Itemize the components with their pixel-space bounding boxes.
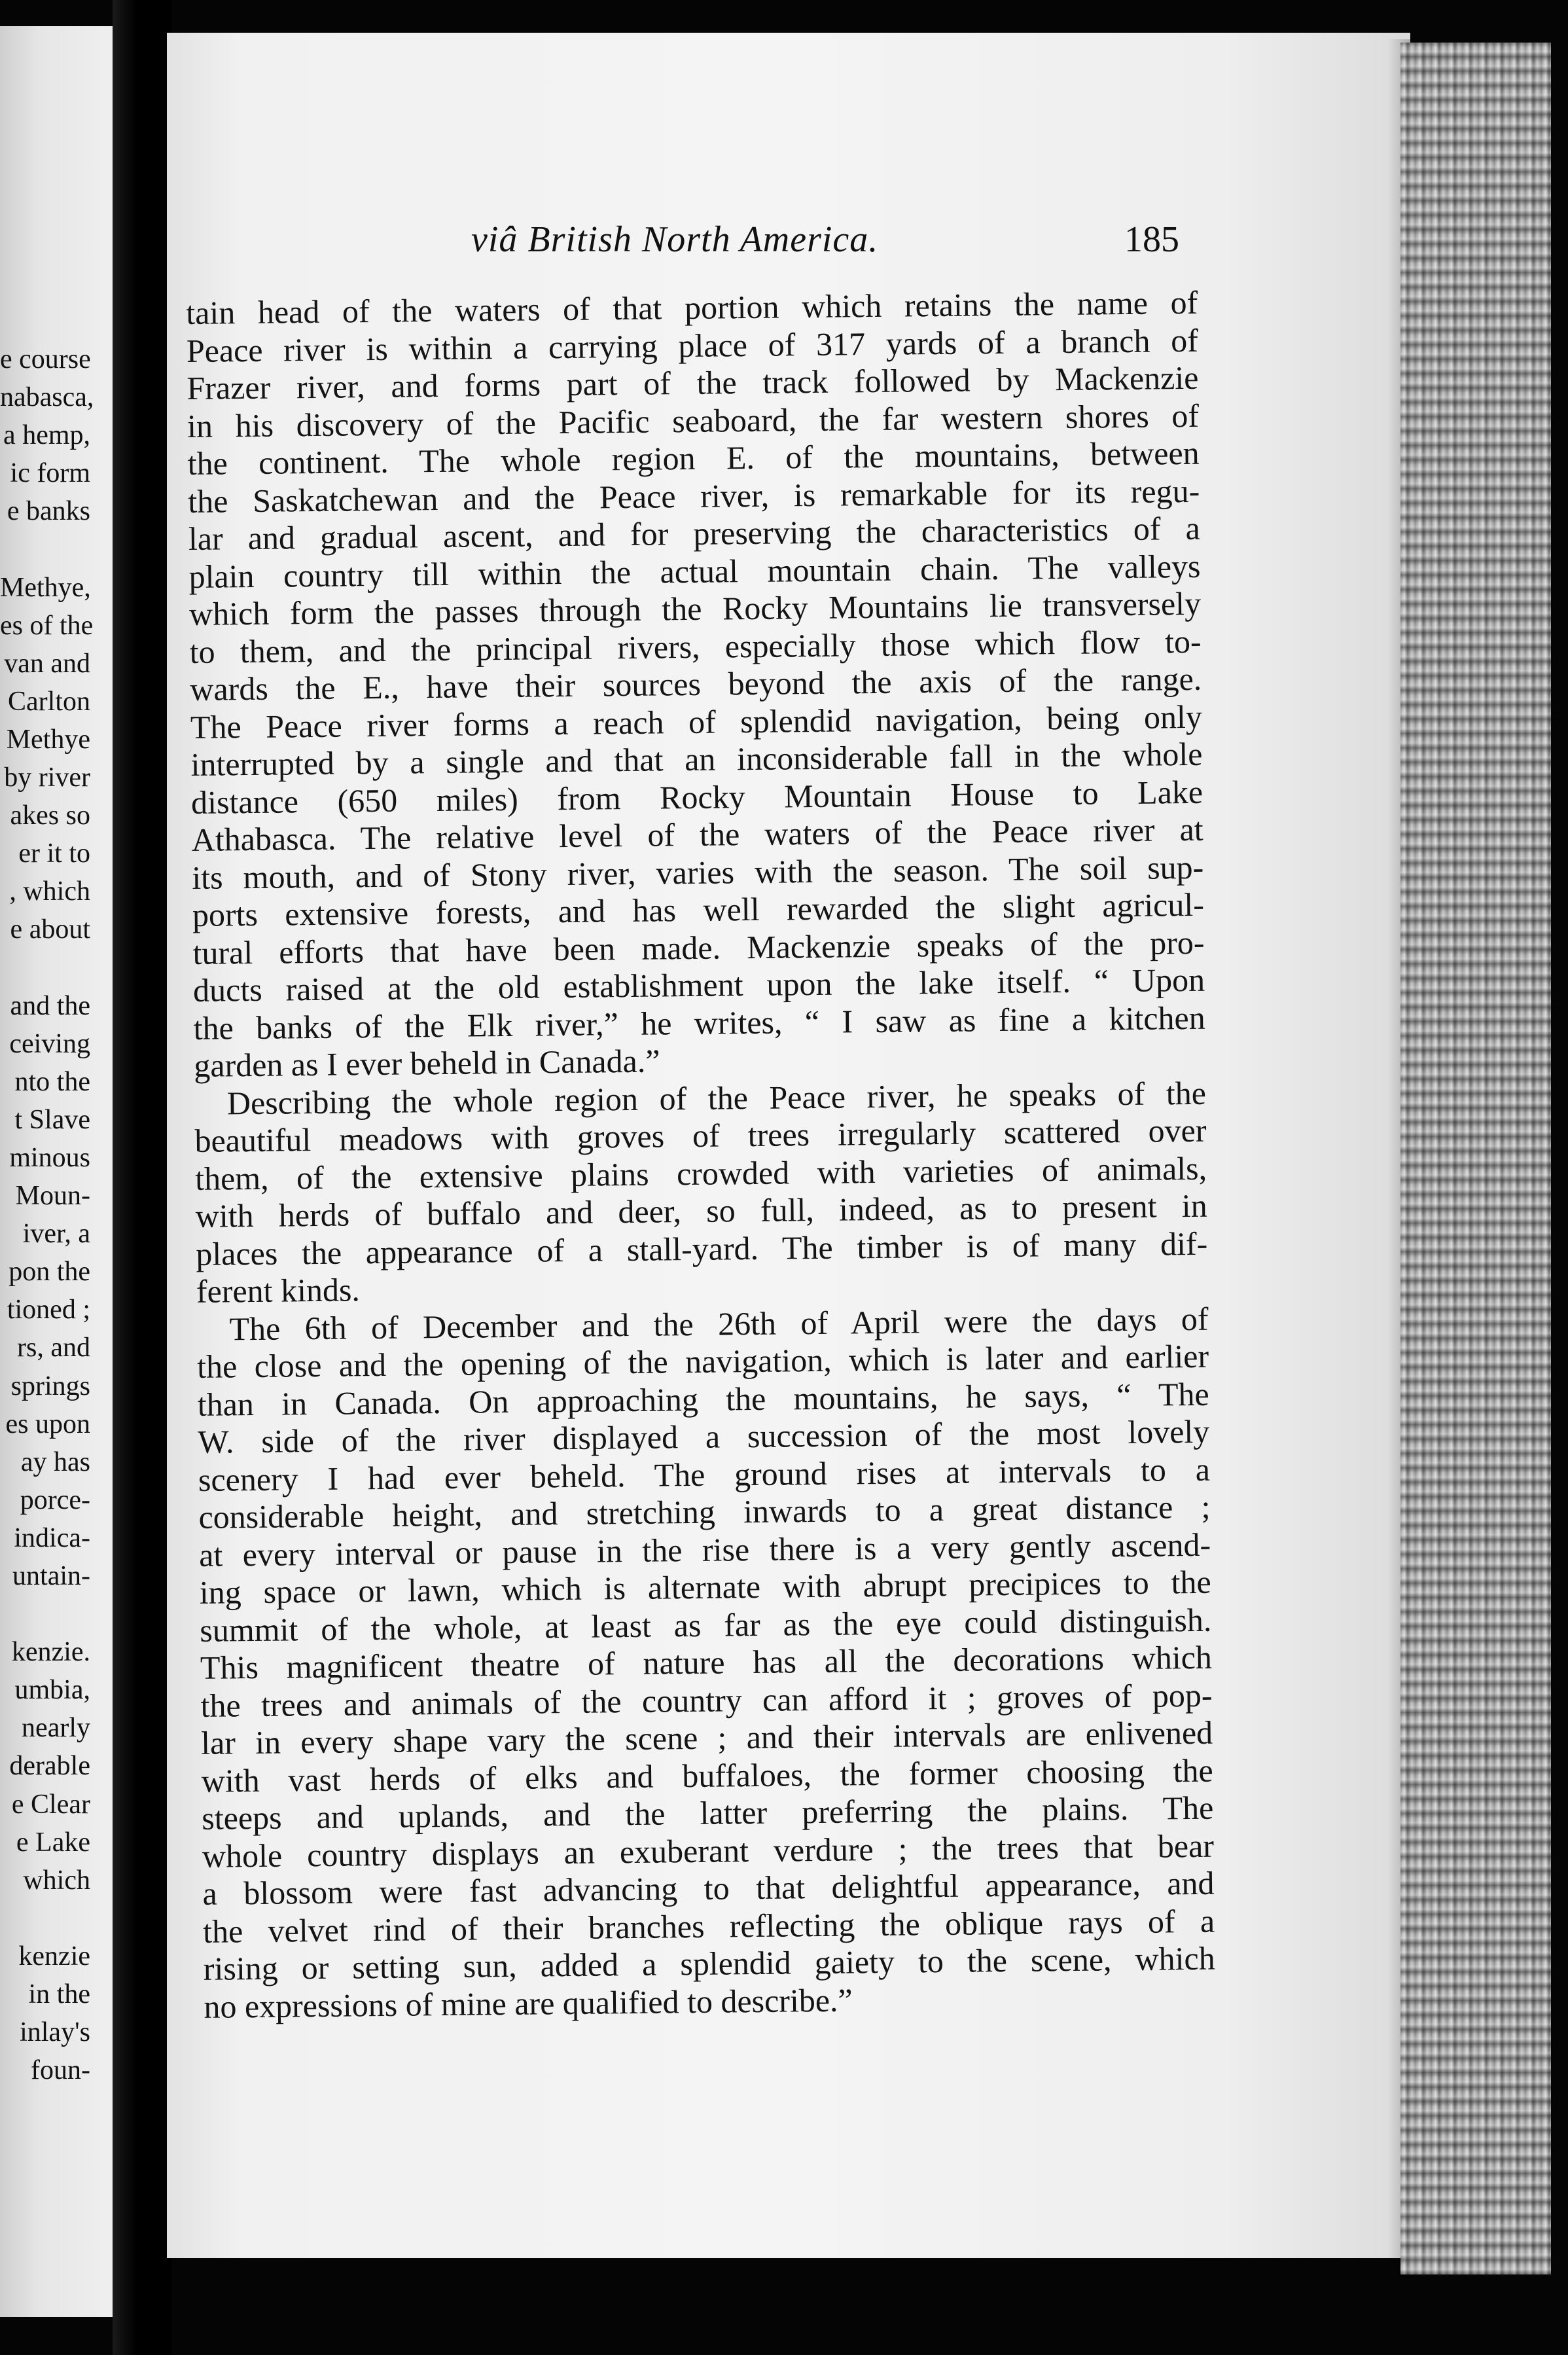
left-fragment-line: kenzie xyxy=(18,1941,90,1971)
left-fragment-line: Methye xyxy=(6,724,90,755)
text-line: distance (650 miles) from Rocky Mountain House to Lake xyxy=(190,773,1203,821)
text-line: whole country displays an exuberant verdure ; the trees that bear xyxy=(202,1827,1215,1875)
text-line: them, of the extensive plains crowded with varieties of animals, xyxy=(194,1149,1207,1197)
left-fragment-line: , which xyxy=(9,876,90,907)
text-line: wards the E., have their sources beyond the axis of the range. xyxy=(190,660,1202,708)
text-line: lar and gradual ascent, and for preserving the characteristics of a xyxy=(188,509,1201,557)
text-line: the velvet rind of their branches reflecting the oblique rays of a xyxy=(202,1902,1215,1950)
left-fragment-line: kenzie. xyxy=(11,1637,90,1668)
left-fragment-line: springs xyxy=(10,1371,90,1401)
left-fragment-line: indica- xyxy=(14,1522,90,1553)
text-line: no expressions of mine are qualified to describe.” xyxy=(204,1981,853,2025)
left-fragment-line: umbia, xyxy=(14,1675,90,1706)
text-line: Peace river is within a carrying place of 317 yards of a branch of xyxy=(186,321,1199,369)
text-line: its mouth, and of Stony river, varies with the season. The soil sup- xyxy=(192,848,1204,896)
left-fragment-line: e course xyxy=(0,344,91,374)
left-fragment-line: derable xyxy=(9,1751,90,1782)
left-fragment-line: e Lake xyxy=(16,1827,90,1858)
left-fragment-line: ay has xyxy=(20,1447,90,1477)
left-fragment-line: a hemp, xyxy=(3,420,90,451)
text-line: summit of the whole, at least as far as the eye could distinguish. xyxy=(200,1601,1212,1649)
left-fragment-line: Carlton xyxy=(8,686,90,717)
text-line: garden as I ever beheld in Canada.” xyxy=(194,1042,660,1084)
left-fragment-line xyxy=(0,530,90,568)
left-page-text-fragments xyxy=(0,340,94,2089)
text-line: in his discovery of the Pacific seaboard, the far western shores of xyxy=(187,397,1200,444)
running-title: viâ British North America. xyxy=(471,219,879,260)
text-line: than in Canada. On approaching the mountains, he says, “ The xyxy=(197,1375,1209,1423)
left-fragment-line: which xyxy=(23,1865,90,1896)
left-fragment-line: tioned ; xyxy=(7,1295,90,1325)
text-line: ducts raised at the old establishment upon the lake itself. “ Upon xyxy=(192,961,1205,1009)
text-line: This magnificent theatre of nature has all the decorations which xyxy=(200,1638,1213,1686)
text-line: plain country till within the actual mountain chain. The valleys xyxy=(188,547,1201,595)
text-line: Describing the whole region of the Peace river, he speaks of the xyxy=(226,1074,1207,1121)
text-line: beautiful meadows with groves of trees irregularly scattered over xyxy=(194,1111,1207,1159)
text-line: ferent kinds. xyxy=(196,1271,361,1310)
left-fragment-line: and the xyxy=(10,990,90,1021)
left-fragment-line: Methye, xyxy=(0,572,91,603)
text-line: rising or setting sun, added a splendid gaiety to the scene, which xyxy=(203,1939,1215,1987)
text-line: The 6th of December and the 26th of April were the days of xyxy=(229,1300,1209,1347)
left-fragment-line: er it to xyxy=(18,838,90,869)
text-line: with vast herds of elks and buffaloes, the former choosing the xyxy=(201,1752,1213,1799)
text-line: a blossom were fast advancing to that delightful appearance, and xyxy=(202,1864,1215,1912)
text-line: The Peace river forms a reach of splendid navigation, being only xyxy=(190,698,1203,746)
left-fragment-line: ic form xyxy=(10,458,90,489)
left-fragment-line: iver, a xyxy=(22,1219,90,1249)
left-fragment-line xyxy=(0,1899,90,1937)
text-line: the continent. The whole region E. of the mountains, between xyxy=(187,434,1200,482)
text-line: ports extensive forests, and has well rewarded the slight agricul- xyxy=(192,886,1205,933)
left-fragment-line: by river xyxy=(4,763,90,793)
left-fragment-line: t Slave xyxy=(14,1104,90,1135)
left-fragment-line: inlay's xyxy=(20,2017,90,2048)
left-page-fragment xyxy=(0,26,113,2317)
left-fragment-line: untain- xyxy=(12,1561,90,1591)
text-line: places the appearance of a stall-yard. The timber is of many dif- xyxy=(196,1225,1208,1272)
left-fragment-line: akes so xyxy=(10,800,90,831)
left-fragment-line: nearly xyxy=(22,1713,90,1744)
book-gutter xyxy=(113,0,171,2355)
text-line: Frazer river, and forms part of the track followed by Mackenzie xyxy=(187,359,1199,406)
left-fragment-line: es of the xyxy=(0,610,94,641)
marbled-page-edge xyxy=(1400,43,1551,2274)
text-line: ing space or lawn, which is alternate with abrupt precipices to the xyxy=(199,1563,1211,1611)
running-header xyxy=(471,219,1191,271)
text-line: the trees and animals of the country can afford it ; groves of pop- xyxy=(200,1676,1213,1724)
text-line: steeps and uplands, and the latter preferring the plains. The xyxy=(202,1789,1214,1837)
left-fragment-line: ceiving xyxy=(9,1028,90,1059)
text-line: the close and the opening of the navigation, which is later and earlier xyxy=(196,1337,1209,1385)
left-fragment-line: rs, and xyxy=(17,1333,90,1363)
text-line: tural efforts that have been made. Mackenzie speaks of the pro- xyxy=(192,924,1205,971)
left-fragment-line: Moun- xyxy=(15,1181,90,1212)
left-fragment-line: foun- xyxy=(31,2055,90,2086)
left-fragment-line: minous xyxy=(9,1142,90,1173)
text-line: W. side of the river displayed a succession of the most lovely xyxy=(198,1412,1210,1460)
left-fragment-line: nabasca, xyxy=(0,382,94,413)
left-fragment-line: e Clear xyxy=(11,1789,90,1820)
body-text xyxy=(186,284,1216,2026)
text-line: which form the passes through the Rocky Mountains lie transversely xyxy=(188,584,1202,632)
text-line: at every interval or pause in the rise there is a very gently ascend- xyxy=(198,1526,1211,1573)
left-fragment-line: pon the xyxy=(9,1257,90,1287)
left-fragment-line: es upon xyxy=(5,1409,90,1439)
text-line: with herds of buffalo and deer, so full, indeed, as to present in xyxy=(195,1187,1207,1234)
text-line: considerable height, and stretching inwards to a great distance ; xyxy=(198,1488,1211,1536)
text-line: Athabasca. The relative level of the waters of the Peace river at xyxy=(191,810,1203,858)
text-line: lar in every shape vary the scene ; and their intervals are enlivened xyxy=(200,1714,1213,1761)
left-fragment-line: porce- xyxy=(20,1484,90,1515)
text-line: the banks of the Elk river,” he writes, “ I saw as fine a kitchen xyxy=(193,999,1205,1047)
left-fragment-line xyxy=(0,949,90,987)
left-fragment-line: e about xyxy=(10,914,90,945)
left-fragment-line: van and xyxy=(4,648,90,679)
text-line: the Saskatchewan and the Peace river, is remarkable for its regu- xyxy=(188,472,1200,520)
text-line: scenery I had ever beheld. The ground rises at intervals to a xyxy=(198,1450,1211,1498)
text-line: interrupted by a single and that an inconsiderable fall in the whole xyxy=(190,735,1203,783)
left-fragment-line: nto the xyxy=(14,1066,90,1097)
left-fragment-line: e banks xyxy=(7,496,90,527)
left-fragment-line: in the xyxy=(28,1979,90,2010)
left-fragment-line xyxy=(0,1595,90,1633)
text-line: tain head of the waters of that portion which retains the name of xyxy=(186,283,1198,331)
text-line: to them, and the principal rivers, especially those which flow to- xyxy=(189,622,1202,670)
page-number: 185 xyxy=(1124,219,1179,260)
